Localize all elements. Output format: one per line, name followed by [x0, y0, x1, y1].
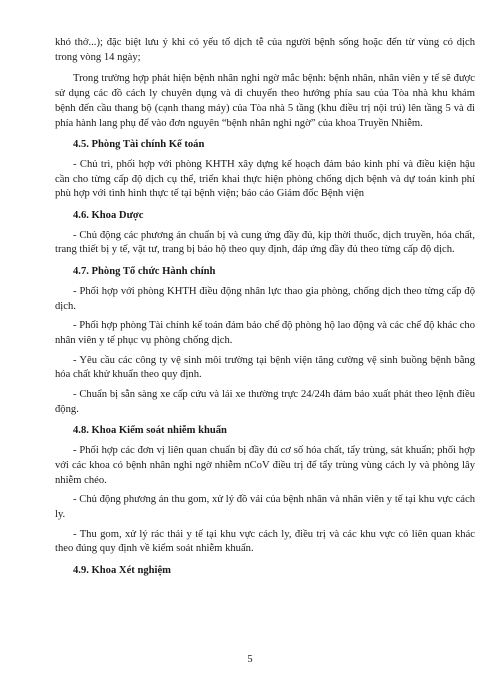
list-item: - Phối hợp các đơn vị liên quan chuẩn bị đầy đủ cơ số hóa chất, tẩy trùng, sát khuẩn; phối hợp với các khoa có bệnh nhân nghi ngờ nhiễm nCoV điều trị để tẩy trùng vùng cách ly và phòng lây nhiễm chéo.	[55, 445, 475, 486]
list-item: - Chủ động phương án thu gom, xử lý đồ vải của bệnh nhân và nhân viên y tế tại khu vực cách ly.	[55, 494, 475, 520]
section-heading-infection-control: 4.8. Khoa Kiểm soát nhiễm khuẩn	[73, 425, 227, 437]
section-heading-laboratory: 4.9. Khoa Xét nghiệm	[73, 565, 171, 577]
list-item: - Chủ động các phương án chuẩn bị và cung ứng đầy đủ, kịp thời thuốc, dịch truyền, hóa chất, trang thiết bị y tế, vật tư, trang bị bảo hộ theo quy định, đáp ứng đầy đủ theo từng cấp độ dịch.	[55, 229, 475, 256]
section-heading-finance: 4.5. Phòng Tài chính Kế toán	[73, 139, 205, 151]
section-heading-admin: 4.7. Phòng Tổ chức Hành chính	[73, 266, 216, 278]
page-number: 5	[247, 654, 253, 665]
list-item: - Thu gom, xử lý rác thải y tế tại khu vực cách ly, điều trị và các khu vực có liên quan khác theo đúng quy định về kiểm soát nhiễm khuẩn.	[55, 528, 475, 555]
list-item: - Yêu cầu các công ty vệ sinh môi trường tại bệnh viện tăng cường vệ sinh buồng bệnh bằng hóa chất khử khuẩn theo quy định.	[55, 354, 475, 381]
list-item: - Chuẩn bị sẵn sàng xe cấp cứu và lái xe thường trực 24/24h đảm bảo xuất phát theo lệnh điều động.	[55, 389, 475, 415]
section-heading-pharmacy: 4.6. Khoa Dược	[73, 210, 144, 222]
paragraph-continued: khó thở...); đặc biệt lưu ý khi có yếu tố dịch tễ của người bệnh sống hoặc đến từ vùng có dịch trong vòng 14 ngày;	[55, 37, 475, 63]
paragraph-suspected-patient: Trong trường hợp phát hiện bệnh nhân nghi ngờ mắc bệnh: bệnh nhân, nhân viên y tế sẽ được sử dụng các đồ cách ly chuyên dụng và di chuyển theo hướng phía sau của Tòa nhà khu khám bệnh đến cầu thang bộ (cạnh thang máy) của Tòa nhà 5 tầng (khu điều trị nội trú) lên tầng 5 và đi phía hành lang phụ để vào đơn nguyên “bệnh nhân nghi ngờ” của khoa Truyền Nhiễm.	[55, 73, 475, 129]
document-page	[55, 36, 475, 579]
list-item: - Phối hợp phòng Tài chính kế toán đảm bảo chế độ phòng hộ lao động và các chế độ khác cho nhân viên y tế phục vụ phòng chống dịch.	[55, 320, 475, 346]
list-item: - Phối hợp với phòng KHTH điều động nhân lực thao gia phòng, chống dịch theo từng cấp độ dịch.	[55, 285, 475, 312]
list-item: - Chủ trì, phối hợp với phòng KHTH xây dựng kế hoạch đảm bảo kinh phí và điều kiện hậu cần cho từng cấp độ dịch cụ thể, triển khai thực hiện phòng chống dịch bệnh và dự toán kinh phí phù hợp với tình hình thực tế tại bệnh viện; báo cáo Giám đốc Bệnh viện	[55, 158, 475, 200]
